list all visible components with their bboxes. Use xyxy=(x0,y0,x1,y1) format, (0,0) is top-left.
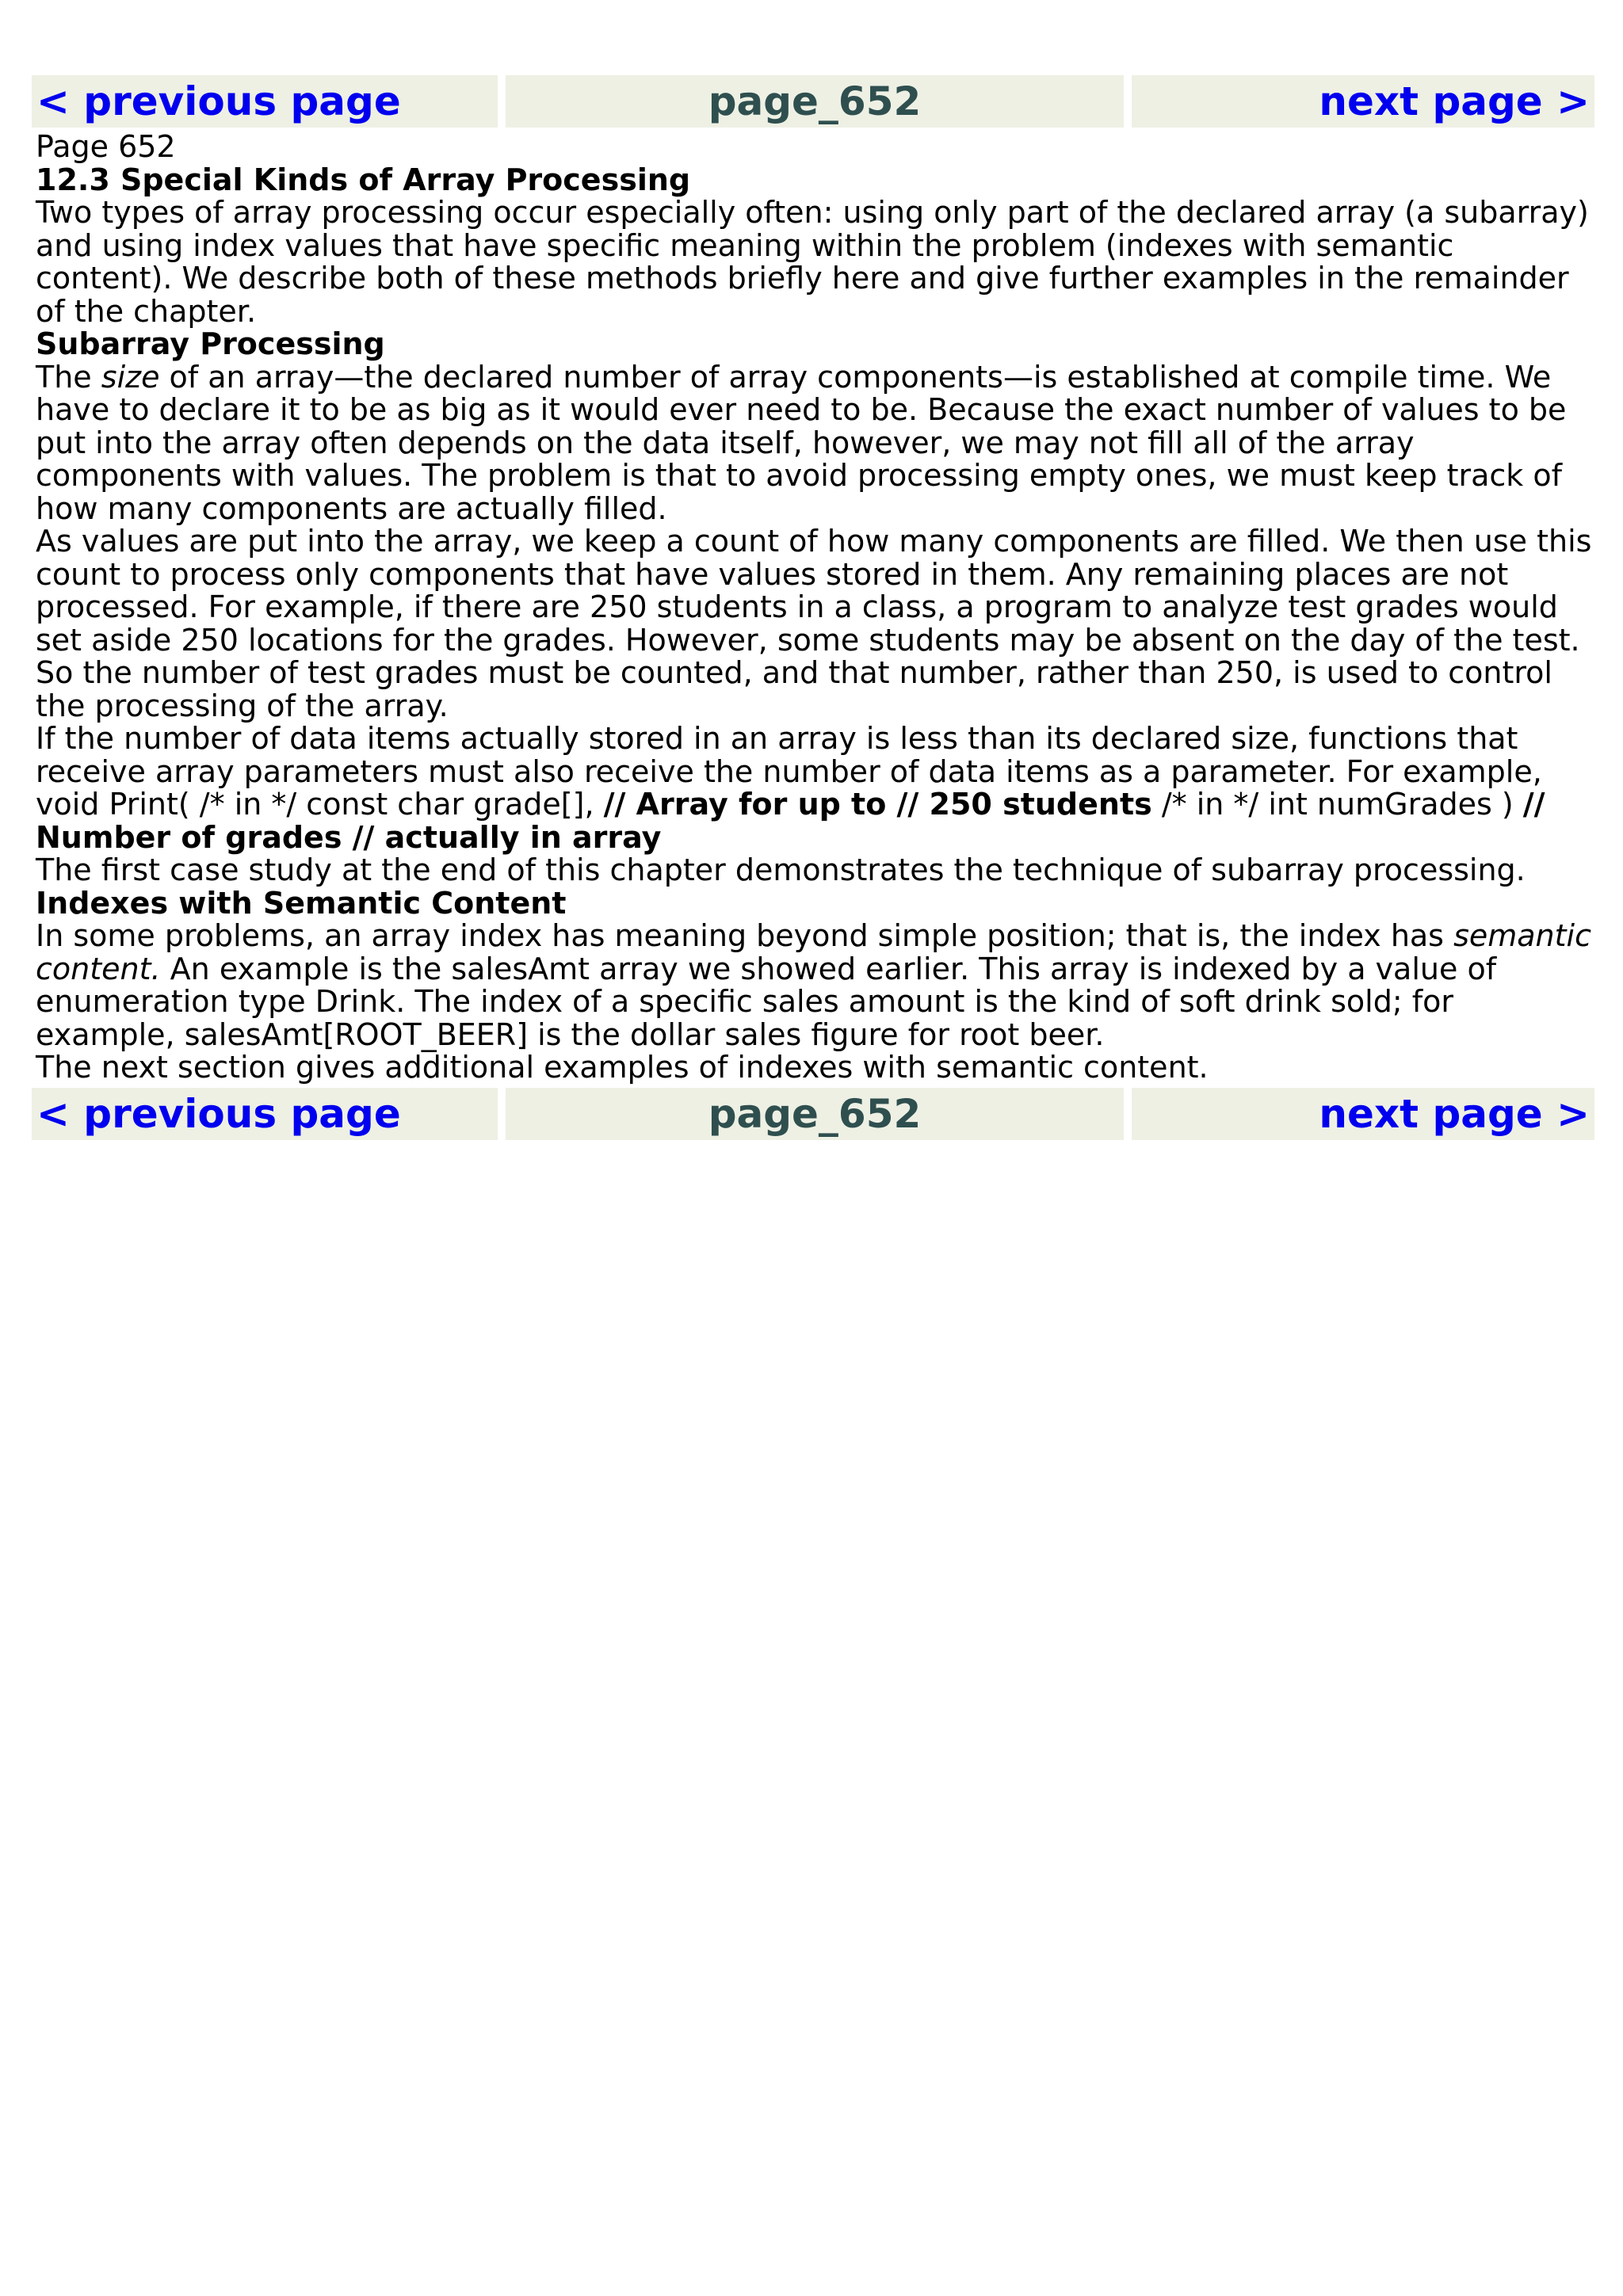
semantic-paragraph-2: The next section gives additional examples of indexes with semantic content. xyxy=(36,1050,1209,1085)
code-example xyxy=(36,788,1594,854)
bottom-navigation-bar xyxy=(32,1088,1594,1140)
top-page-label: page_652 xyxy=(506,75,1124,128)
code-comment-2: // Number of grades // actually in array xyxy=(36,787,1545,855)
bottom-previous-page-link[interactable]: < previous page xyxy=(36,1090,401,1137)
subarray-p1-start: The xyxy=(36,359,101,395)
subarray-paragraph-4: The first case study at the end of this chapter demonstrates the technique of subarray processing. xyxy=(36,852,1526,887)
subarray-p1-rest: of an array—the declared number of array components—is established at compile time. We have to declare it to be as big as it would ever need to be. Because the exact number of values to be put into the array often depends on the data itself, however, we may not fill all of the array components with values. The problem is that to avoid processing empty ones, we must keep track of how many components are actually filled. xyxy=(36,359,1567,526)
intro-paragraph: Two types of array processing occur especially often: using only part of the declared array (a subarray) and using index values that have specific meaning within the problem (indexes with semantic content). We describe both of these methods briefly here and give further examples in the remainder of the chapter. xyxy=(36,195,1589,329)
bottom-page-label: page_652 xyxy=(506,1088,1124,1140)
top-navigation-bar xyxy=(32,75,1594,128)
code-part-2: /* in */ int numGrades ) xyxy=(1151,787,1523,822)
subarray-paragraph-1 xyxy=(36,361,1594,526)
subarray-p1-italic: size xyxy=(101,359,160,395)
code-comment-1: // Array for up to // 250 students xyxy=(603,787,1152,822)
document-page xyxy=(32,75,1594,1140)
page-number: Page 652 xyxy=(36,129,176,164)
page-content xyxy=(32,128,1594,1088)
bottom-next-page-link[interactable]: next page > xyxy=(1319,1090,1590,1137)
semantic-p1-rest: An example is the salesAmt array we showed earlier. This array is indexed by a value of enumeration type Drink. The index of a specific sales amount is the kind of soft drink sold; for example, salesAmt[ROOT_BEER] is the dollar sales figure for root beer. xyxy=(36,951,1497,1052)
bottom-prev-cell xyxy=(32,1088,498,1140)
subarray-heading: Subarray Processing xyxy=(36,326,385,361)
top-next-cell xyxy=(1132,75,1594,128)
semantic-p1-start: In some problems, an array index has meaning beyond simple position; that is, the index has xyxy=(36,918,1454,953)
semantic-heading: Indexes with Semantic Content xyxy=(36,885,567,921)
code-part-1: void Print( /* in */ const char grade[], xyxy=(36,787,604,822)
subarray-paragraph-2: As values are put into the array, we keep a count of how many components are filled. We then use this count to process only components that have values stored in them. Any remaining places are not processed. For example, if there are 250 students in a class, a program to analyze test grades would set aside 250 locations for the grades. However, some students may be absent on the day of the test. So the number of test grades must be counted, and that number, rather than 250, is used to control the processing of the array. xyxy=(36,524,1592,723)
bottom-next-cell xyxy=(1132,1088,1594,1140)
top-prev-cell xyxy=(32,75,498,128)
top-next-page-link[interactable]: next page > xyxy=(1319,78,1590,124)
semantic-paragraph-1 xyxy=(36,920,1594,1051)
subarray-paragraph-3: If the number of data items actually stored in an array is less than its declared size, functions that receive array parameters must also receive the number of data items as a parameter. For example, xyxy=(36,721,1542,789)
section-title: 12.3 Special Kinds of Array Processing xyxy=(36,162,691,197)
top-previous-page-link[interactable]: < previous page xyxy=(36,78,401,124)
semantic-p1-italic: semantic content. xyxy=(36,918,1591,986)
